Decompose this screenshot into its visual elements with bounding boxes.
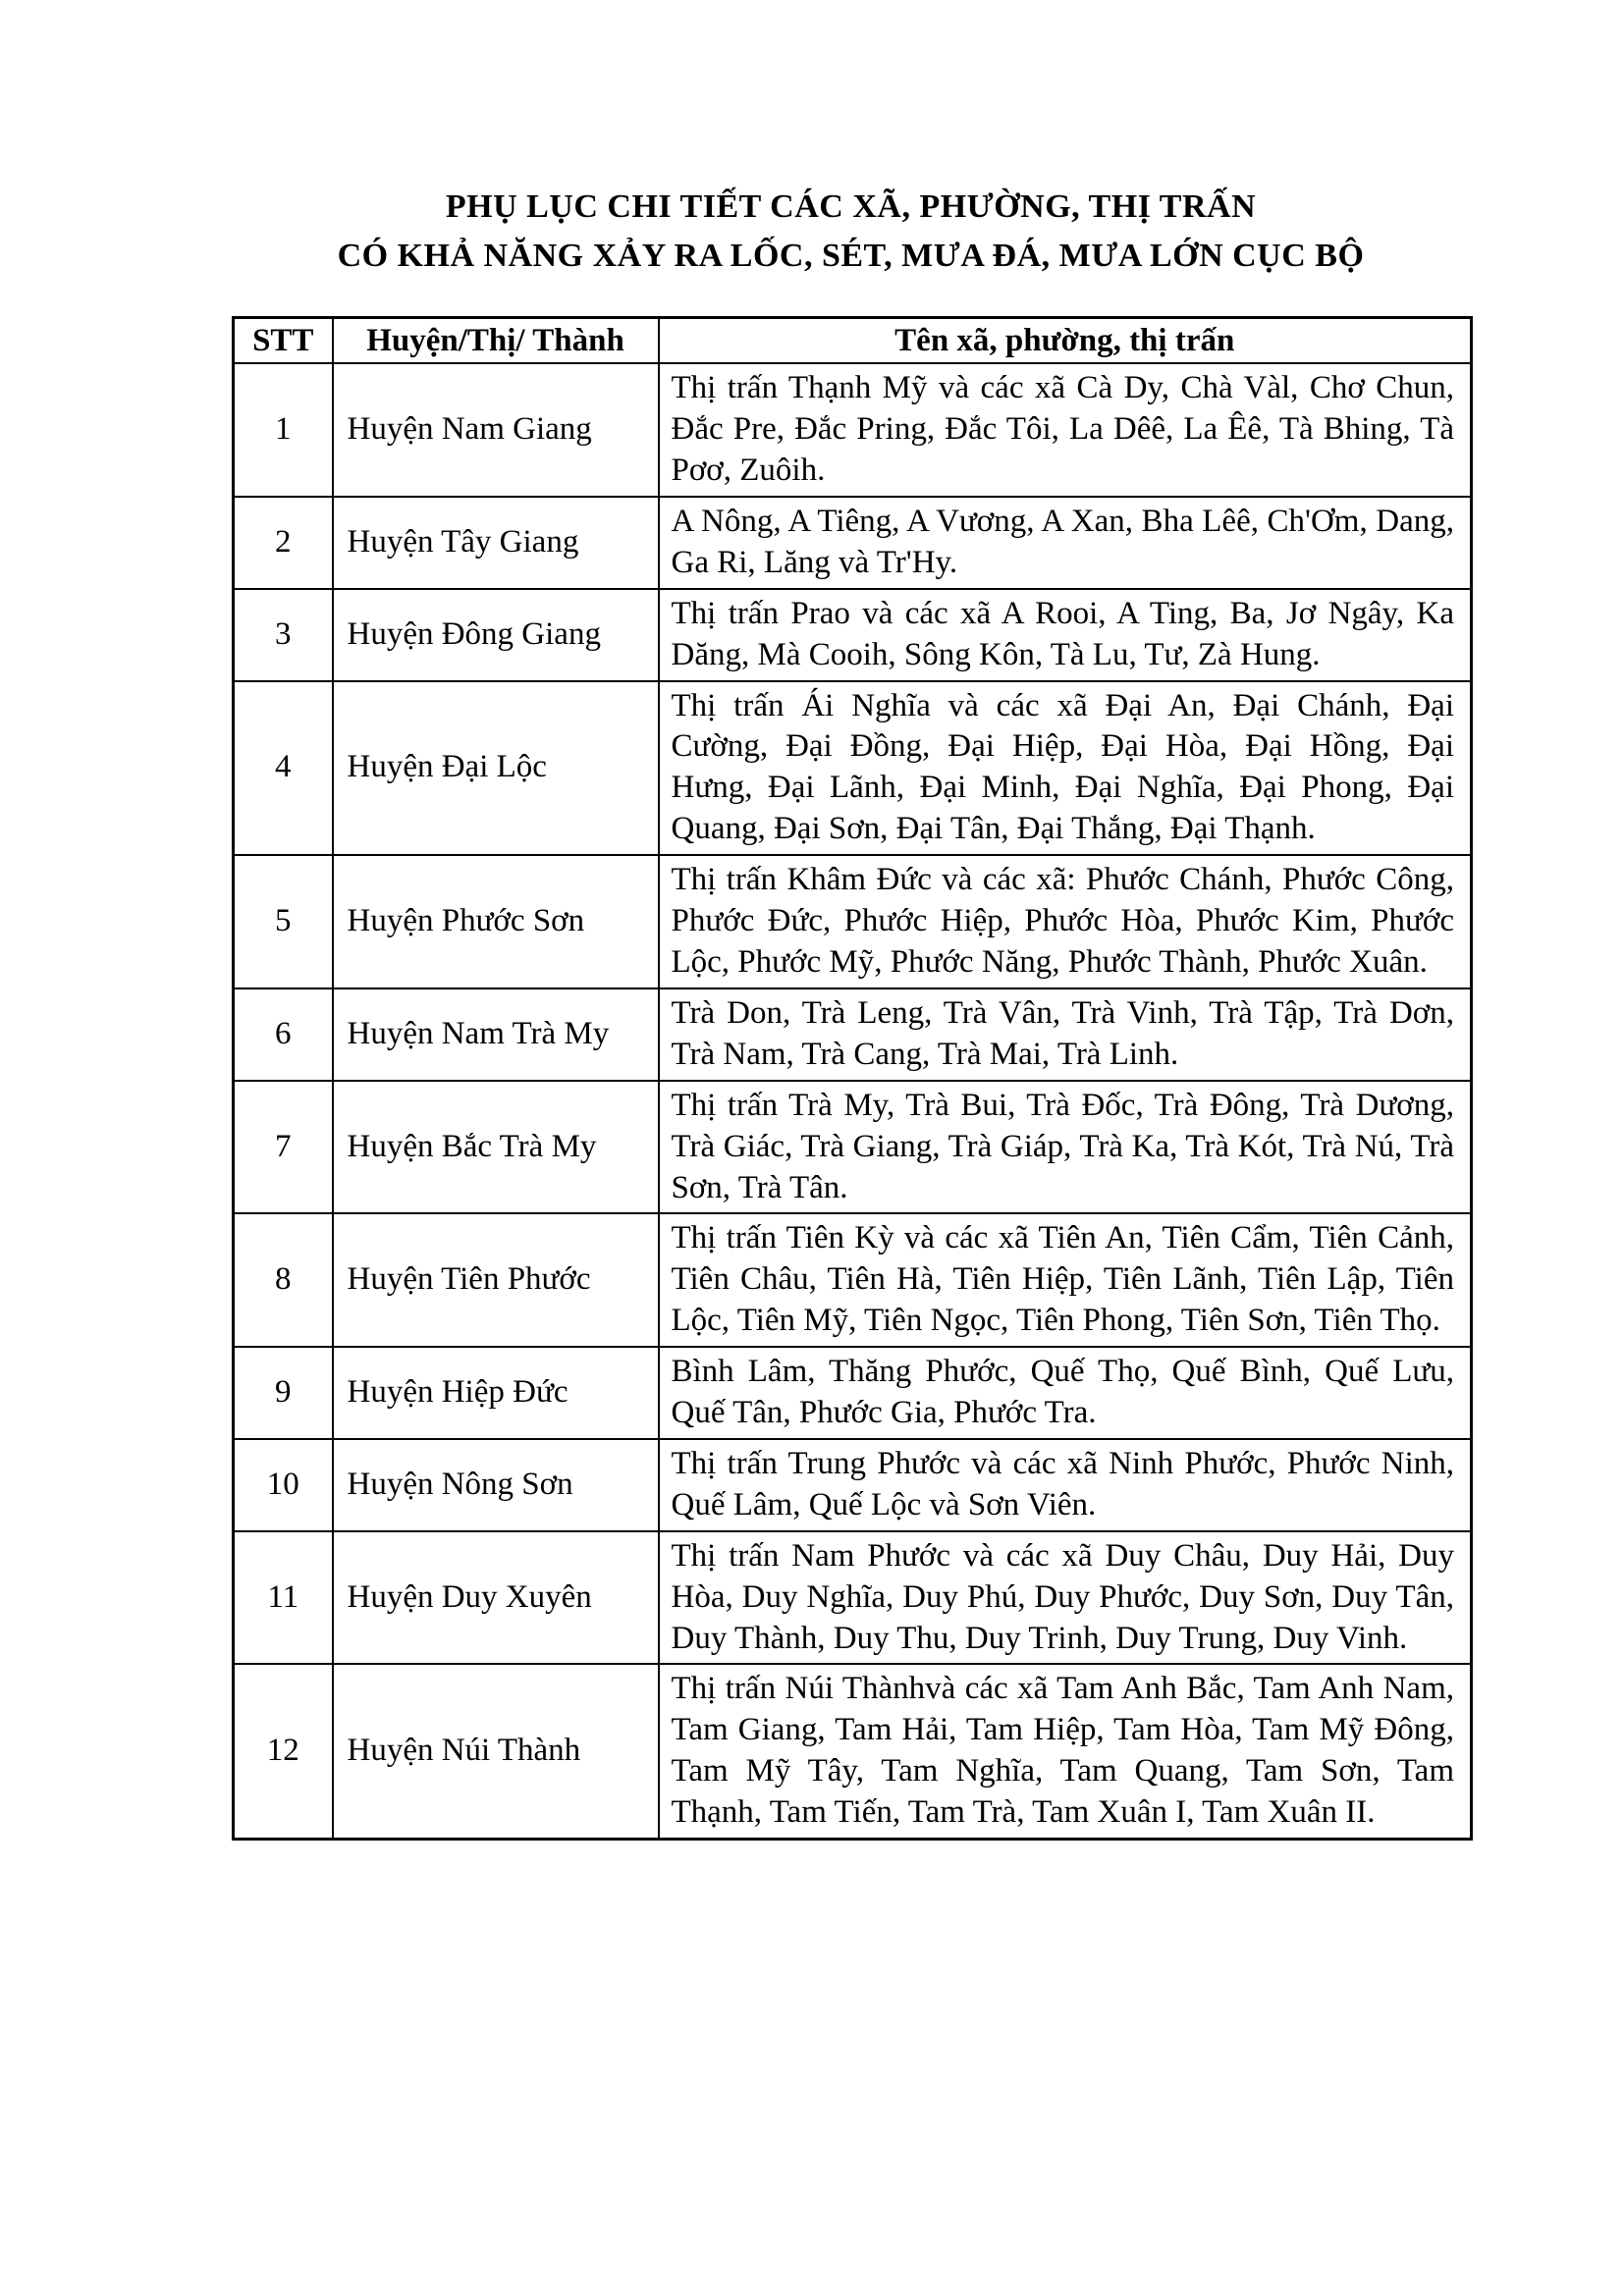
appendix-table — [232, 316, 1473, 1841]
cell-communes: Thị trấn Ái Nghĩa và các xã Đại An, Đại Chánh, Đại Cường, Đại Đồng, Đại Hiệp, Đại Hòa, Đại Hồng, Đại Hưng, Đại Lãnh, Đại Minh, Đại Nghĩa, Đại Phong, Đại Quang, Đại Sơn, Đại Tân, Đại Thắng, Đại Thạnh. — [659, 681, 1472, 856]
cell-stt: 11 — [234, 1531, 333, 1665]
column-header-communes: Tên xã, phường, thị trấn — [659, 317, 1472, 363]
cell-communes: A Nông, A Tiêng, A Vương, A Xan, Bha Lêê, Ch'Ơm, Dang, Ga Ri, Lăng và Tr'Hy. — [659, 497, 1472, 589]
cell-communes: Thị trấn Trà My, Trà Bui, Trà Đốc, Trà Đông, Trà Dương, Trà Giác, Trà Giang, Trà Giáp, Trà Ka, Trà Kót, Trà Nú, Trà Sơn, Trà Tân. — [659, 1081, 1472, 1214]
cell-district: Huyện Phước Sơn — [333, 855, 659, 988]
table-row — [234, 497, 1472, 589]
cell-stt: 7 — [234, 1081, 333, 1214]
table-row — [234, 1439, 1472, 1531]
cell-stt: 8 — [234, 1213, 333, 1347]
table-row — [234, 589, 1472, 681]
cell-district: Huyện Đại Lộc — [333, 681, 659, 856]
cell-communes: Thị trấn Núi Thànhvà các xã Tam Anh Bắc, Tam Anh Nam, Tam Giang, Tam Hải, Tam Hiệp, Tam Hòa, Tam Mỹ Đông, Tam Mỹ Tây, Tam Nghĩa, Tam Quang, Tam Sơn, Tam Thạnh, Tam Tiến, Tam Trà, Tam Xuân I, Tam Xuân II. — [659, 1664, 1472, 1839]
cell-stt: 3 — [234, 589, 333, 681]
column-header-stt: STT — [234, 317, 333, 363]
title-line-1: PHỤ LỤC CHI TIẾT CÁC XÃ, PHƯỜNG, THỊ TRẤN — [445, 188, 1257, 225]
cell-district: Huyện Núi Thành — [333, 1664, 659, 1839]
cell-stt: 4 — [234, 681, 333, 856]
cell-district: Huyện Đông Giang — [333, 589, 659, 681]
table-row — [234, 1081, 1472, 1214]
column-header-district: Huyện/Thị/ Thành — [333, 317, 659, 363]
cell-stt: 1 — [234, 363, 333, 497]
cell-communes: Bình Lâm, Thăng Phước, Quế Thọ, Quế Bình, Quế Lưu, Quế Tân, Phước Gia, Phước Tra. — [659, 1347, 1472, 1439]
cell-stt: 2 — [234, 497, 333, 589]
table-row — [234, 855, 1472, 988]
cell-stt: 10 — [234, 1439, 333, 1531]
table-row — [234, 681, 1472, 856]
cell-district: Huyện Bắc Trà My — [333, 1081, 659, 1214]
cell-stt: 12 — [234, 1664, 333, 1839]
cell-communes: Thị trấn Tiên Kỳ và các xã Tiên An, Tiên Cẩm, Tiên Cảnh, Tiên Châu, Tiên Hà, Tiên Hiệp, Tiên Lãnh, Tiên Lập, Tiên Lộc, Tiên Mỹ, Tiên Ngọc, Tiên Phong, Tiên Sơn, Tiên Thọ. — [659, 1213, 1472, 1347]
table-row — [234, 1531, 1472, 1665]
table-row — [234, 1213, 1472, 1347]
table-header-row — [234, 317, 1472, 363]
cell-stt: 5 — [234, 855, 333, 988]
table-row — [234, 1664, 1472, 1839]
cell-district: Huyện Nông Sơn — [333, 1439, 659, 1531]
cell-communes: Thị trấn Khâm Đức và các xã: Phước Chánh, Phước Công, Phước Đức, Phước Hiệp, Phước Hòa, Phước Kim, Phước Lộc, Phước Mỹ, Phước Năng, Phước Thành, Phước Xuân. — [659, 855, 1472, 988]
cell-district: Huyện Tiên Phước — [333, 1213, 659, 1347]
cell-stt: 6 — [234, 988, 333, 1081]
document-title — [232, 183, 1470, 281]
cell-district: Huyện Nam Trà My — [333, 988, 659, 1081]
table-row — [234, 988, 1472, 1081]
cell-communes: Thị trấn Trung Phước và các xã Ninh Phước, Phước Ninh, Quế Lâm, Quế Lộc và Sơn Viên. — [659, 1439, 1472, 1531]
cell-stt: 9 — [234, 1347, 333, 1439]
cell-district: Huyện Tây Giang — [333, 497, 659, 589]
cell-communes: Trà Don, Trà Leng, Trà Vân, Trà Vinh, Trà Tập, Trà Dơn, Trà Nam, Trà Cang, Trà Mai, Trà Linh. — [659, 988, 1472, 1081]
table-row — [234, 363, 1472, 497]
table-row — [234, 1347, 1472, 1439]
cell-district: Huyện Hiệp Đức — [333, 1347, 659, 1439]
cell-communes: Thị trấn Nam Phước và các xã Duy Châu, Duy Hải, Duy Hòa, Duy Nghĩa, Duy Phú, Duy Phước, Duy Sơn, Duy Tân, Duy Thành, Duy Thu, Duy Trinh, Duy Trung, Duy Vinh. — [659, 1531, 1472, 1665]
cell-communes: Thị trấn Prao và các xã A Rooi, A Ting, Ba, Jơ Ngây, Ka Dăng, Mà Cooih, Sông Kôn, Tà Lu, Tư, Zà Hung. — [659, 589, 1472, 681]
cell-district: Huyện Nam Giang — [333, 363, 659, 497]
cell-communes: Thị trấn Thạnh Mỹ và các xã Cà Dy, Chà Vàl, Chơ Chun, Đắc Pre, Đắc Pring, Đắc Tôi, La Dêê, La Êê, Tà Bhing, Tà Pơơ, Zuôih. — [659, 363, 1472, 497]
title-line-2: CÓ KHẢ NĂNG XẢY RA LỐC, SÉT, MƯA ĐÁ, MƯA LỚN CỤC BỘ — [337, 237, 1365, 274]
cell-district: Huyện Duy Xuyên — [333, 1531, 659, 1665]
